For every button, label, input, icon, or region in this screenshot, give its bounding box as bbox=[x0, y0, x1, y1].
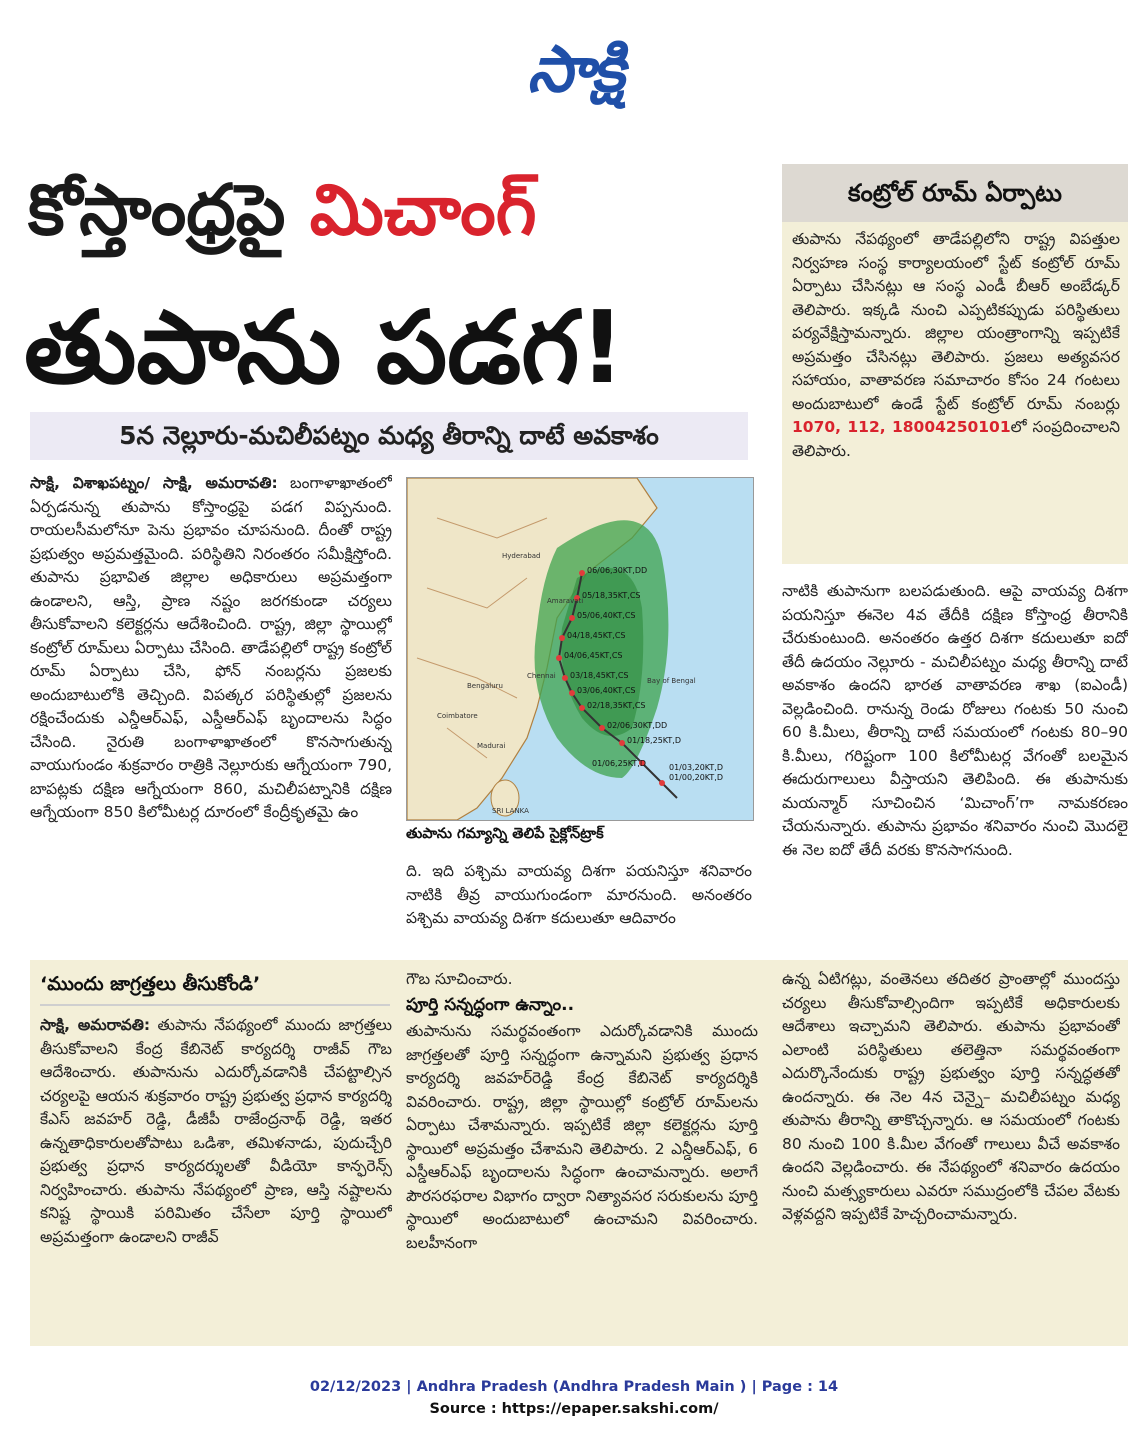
map-graphic bbox=[407, 478, 753, 820]
track-label-8: 02/06,30KT,DD bbox=[607, 721, 668, 730]
footer bbox=[0, 1376, 1148, 1420]
track-label-5: 03/18,45KT,CS bbox=[570, 671, 629, 680]
main-dateline: సాక్షి, విశాఖపట్నం/ సాక్షి, అమరావతి: bbox=[30, 474, 278, 492]
track-label-0: 06/06,30KT,DD bbox=[587, 566, 648, 575]
track-label-12: 01/00,20KT,D bbox=[669, 773, 723, 782]
main-article-col1 bbox=[30, 472, 392, 946]
headline-part1: కోస్తాంధ్రపై bbox=[28, 169, 310, 251]
map-city-chennai: Chennai bbox=[527, 672, 556, 680]
headline-line2: తుపాను పడగ! bbox=[24, 289, 626, 406]
track-label-7: 02/18,35KT,CS bbox=[587, 701, 646, 710]
headline-line1 bbox=[28, 168, 768, 252]
sakshi-logo: సాక్షి bbox=[527, 33, 623, 107]
cyclone-track-map bbox=[406, 477, 754, 821]
control-room-title: కంట్రోల్ రూమ్ ఏర్పాటు bbox=[782, 164, 1128, 222]
subheadline: 5న నెల్లూరు-మచిలీపట్నం మధ్య తీరాన్ని దాటే అవకాశం bbox=[30, 412, 748, 460]
map-city-hyderabad: Hyderabad bbox=[502, 552, 541, 560]
map-city-coimbatore: Coimbatore bbox=[437, 712, 478, 720]
map-city-madurai: Madurai bbox=[477, 742, 506, 750]
headline-cyclone-name: మిచాంగ్ bbox=[309, 169, 537, 251]
main-article-col2: ది. ఇది పశ్చిమ వాయవ్య దిశగా పయనిస్తూ శనివారం నాటికి తీవ్ర వాయుగుండంగా మారనుంది. అనంతరం పశ్చిమ వాయవ్య దిశగా కదులుతూ ఆదివారం bbox=[406, 862, 752, 927]
bottom-col2: తుపానును సమర్థవంతంగా ఎదుర్కోవడానికి ముందు జాగ్రత్తలతో పూర్తి సన్నద్ధంగా ఉన్నామని ప్రభుత్వ ప్రధాన కార్యదర్శి జవహర్‌రెడ్డి కేంద్ర కేబినెట్ కార్యదర్శికి వివరించారు. రాష్ట్ర, జిల్లా స్థాయిల్లో కంట్రోల్ రూమ్‌లను ఏర్పాటు చేశామన్నారు. ఇప్పటికే జిల్లా కలెక్టర్లను పూర్తి స్థాయిలో అప్రమత్తం చేశామని తెలిపారు. 2 ఎన్డీఆర్ఎఫ్, 6 ఎస్డీఆర్ఎఫ్ బృందాలను సిద్ధంగా ఉంచామన్నారు. అలాగే పౌరసరఫరాల విభాగం ద్వారా నిత్యావసర సరుకులను పూర్తి స్థాయిలో అందుబాటులో ఉంచామని వివరించారు. బలహీనంగా bbox=[406, 1022, 758, 1252]
bottom-col2-lead: గౌబ సూచించారు. bbox=[406, 970, 513, 988]
bottom-dateline: సాక్షి, అమరావతి: bbox=[40, 1016, 151, 1034]
bottom-col1-body: తుపాను నేపథ్యంలో ముందు జాగ్రత్తలు తీసుకోవాలని కేంద్ర కేబినెట్ కార్యదర్శి రాజీవ్ గౌబ ఆదేశించారు. తుపానును ఎదుర్కోవడానికి చేపట్టాల్సిన చర్యలపై ఆయన శుక్రవారం రాష్ట్ర ప్రభుత్వ ప్రధాన కార్యదర్శి కేఎస్ జవహర్ రెడ్డి, డీజీపీ రాజేంద్రనాథ్ రెడ్డి, ఇతర ఉన్నతాధికారులతోపాటు ఒడిశా, తమిళనాడు, పుదుచ్చేరి ప్రభుత్వ ప్రధాన కార్యదర్శులతో వీడియో కాన్ఫరెన్స్ నిర్వహించారు. తుపాను నేపథ్యంలో ప్రాణ, ఆస్తి నష్టాలను కనిష్ట స్థాయికి పరిమితం చేసేలా పూర్తి స్థాయిలో అప్రమత్తంగా ఉండాలని రాజీవ్ bbox=[40, 1016, 392, 1246]
map-caption: తుపాను గమ్యాన్ని తెలిపే సైక్లోన్‌ట్రాక్ bbox=[406, 826, 604, 842]
track-label-2: 05/06,40KT,CS bbox=[577, 611, 636, 620]
footer-date-page: 02/12/2023 | Andhra Pradesh (Andhra Pradesh Main ) | Page : 14 bbox=[309, 1379, 839, 1395]
map-label-srilanka: SRI LANKA bbox=[492, 807, 529, 815]
map-city-amaravati: Amaravati bbox=[547, 597, 584, 605]
bottom-col3: ఉన్న ఏటిగట్లు, వంతెనలు తదితర ప్రాంతాల్లో ముందస్తు చర్యలు తీసుకోవాల్సిందిగా ఇప్పటికే అధికారులకు ఆదేశాలు ఇచ్చామని తెలిపారు. తుపాను ప్రభావంతో ఎలాంటి పరిస్థితులు తలెత్తినా సమర్థవంతంగా ఎదుర్కొనేందుకు రాష్ట్ర ప్రభుత్వం పూర్తి సన్నద్ధతతో ఉందన్నారు. ఈ నెల 4న చెన్నై– మచిలీపట్నం మధ్య తుపాను తీరాన్ని తాకొచ్చన్నారు. ఆ సమయంలో గంటకు 80 నుంచి 100 కి.మీల వేగంతో గాలులు వీచే అవకాశం ఉందని వెల్లడించారు. ఈ నేపథ్యంలో శనివారం ఉదయం నుంచి మత్స్యకారులు ఎవరూ సముద్రంలోకి చేపల వేటకు వెళ్లవద్దని ఇప్పటికే హెచ్చరించామన్నారు. bbox=[782, 970, 1120, 1223]
track-label-3: 04/18,45KT,CS bbox=[567, 631, 626, 640]
track-label-9: 01/18,25KT,D bbox=[627, 736, 681, 745]
bottom-heading: ‘ముందు జాగ్రత్తలు తీసుకోండి’ bbox=[40, 973, 261, 995]
control-room-text bbox=[792, 228, 1120, 463]
map-city-bengaluru: Bengaluru bbox=[467, 682, 503, 690]
control-room-body: తుపాను నేపథ్యంలో తాడేపల్లిలోని రాష్ట్ర విపత్తుల నిర్వహణ సంస్థ కార్యాలయంలో స్టేట్ కంట్రోల్ రూమ్ ఏర్పాటు చేసినట్లు ఆ సంస్థ ఎండీ బీఆర్ అంబేడ్కర్ తెలిపారు. ఇక్కడి నుంచి ఎప్పటికప్పుడు పరిస్థితులు పర్యవేక్షిస్తామన్నారు. జిల్లాల యంత్రాంగాన్ని ఇప్పటికే అప్రమత్తం చేసినట్లు తెలిపారు. ప్రజలు అత్యవసర సహాయం, వాతావరణ సమాచారం కోసం 24 గంటలు అందుబాటులో ఉండే స్టేట్ కంట్రోల్ రూమ్ నంబర్లు bbox=[792, 230, 1120, 413]
bottom-col2-subheading: పూర్తి సన్నద్ధంగా ఉన్నాం.. bbox=[406, 995, 575, 1015]
track-label-4: 04/06,45KT,CS bbox=[564, 651, 623, 660]
main-article-col3: నాటికి తుపానుగా బలపడుతుంది. ఆపై వాయవ్య దిశగా పయనిస్తూ ఈనెల 4వ తేదీకి దక్షిణ కోస్తాంధ్ర తీరానికి చేరుకుంటుంది. అనంతరం ఉత్తర దిశగా కదులుతూ ఐదో తేదీ ఉదయం నెల్లూరు - మచిలీపట్నం మధ్య తీరాన్ని దాటే అవకాశం ఉందని భారత వాతావరణ శాఖ (ఐఎండీ) వెల్లడించింది. రానున్న రెండు రోజులు గంటకు 50 నుంచి 60 కి.మీలు, తీరాన్ని దాటే సమయంలో గంటకు 80–90 కి.మీలు, గరిష్టంగా 100 కిలోమీటర్ల వేగంతో బలమైన ఈదురుగాలులు వీస్తాయని తెలిపింది. ఈ తుపానుకు మయన్మార్ సూచించిన ‘మిచాంగ్’గా నామకరణం చేయనున్నారు. తుపాను ప్రభావం శనివారం నుంచి మొదలై ఈ నెల ఐదో తేదీ వరకు కొనసాగనుంది. bbox=[782, 582, 1128, 859]
track-label-1: 05/18,35KT,CS bbox=[582, 591, 641, 600]
track-label-6: 03/06,40KT,CS bbox=[577, 686, 636, 695]
main-col1-body: బంగాళాఖాతంలో ఏర్పడనున్న తుపాను కోస్తాంధ్రపై పడగ విప్పనుంది. రాయలసీమలోనూ పెను ప్రభావం చూపనుంది. దీంతో రాష్ట్ర ప్రభుత్వం అప్రమత్తమైంది. పరిస్థితిని నిరంతరం సమీక్షిస్తోంది. తుపాను ప్రభావిత జిల్లాల అధికారులు అప్రమత్తంగా ఉండాలని, ఆస్తి, ప్రాణ నష్టం జరగకుండా చర్యలు తీసుకోవాలని కలెక్టర్లను ఆదేశించింది. రాష్ట్ర, జిల్లా స్థాయిల్లో కంట్రోల్ రూమ్‌లు ఏర్పాటు చేసింది. తాడేపల్లిలో రాష్ట్ర కంట్రోల్ రూమ్ ఏర్పాటు చేసి, ఫోన్ నంబర్లను ప్రజలకు అందుబాటులోకి తెచ్చింది. విపత్కర పరిస్థితుల్లో ప్రజలను రక్షించేందుకు ఎన్డీఆర్ఎఫ్, ఎస్డీఆర్ఎఫ్ బృందాలను సిద్ధం చేసింది. నైరుతి బంగాళాఖాతంలో కొనసాగుతున్న వాయుగుండం శుక్రవారం రాత్రికి నెల్లూరుకు ఆగ్నేయంగా 790, బాపట్లకు దక్షిణ ఆగ్నేయంగా 860, మచిలీపట్నానికి దక్షిణ ఆగ్నేయంగా 850 కిలోమీటర్ల దూరంలో కేంద్రీకృతమై ఉం bbox=[30, 474, 392, 821]
bottom-heading-rule bbox=[40, 1004, 390, 1006]
control-room-numbers: 1070, 112, 18004250101 bbox=[792, 418, 1011, 436]
control-room-body-end: లో సంప్రదించాలని తెలిపారు. bbox=[792, 418, 1120, 460]
map-label-bay: Bay of Bengal bbox=[647, 677, 696, 685]
footer-source: Source : https://epaper.sakshi.com/ bbox=[429, 1401, 719, 1417]
track-label-11: 01/03,20KT,D bbox=[669, 763, 723, 772]
bottom-col1 bbox=[40, 1014, 392, 1340]
track-label-10: 01/06,25KT,D bbox=[592, 759, 646, 768]
